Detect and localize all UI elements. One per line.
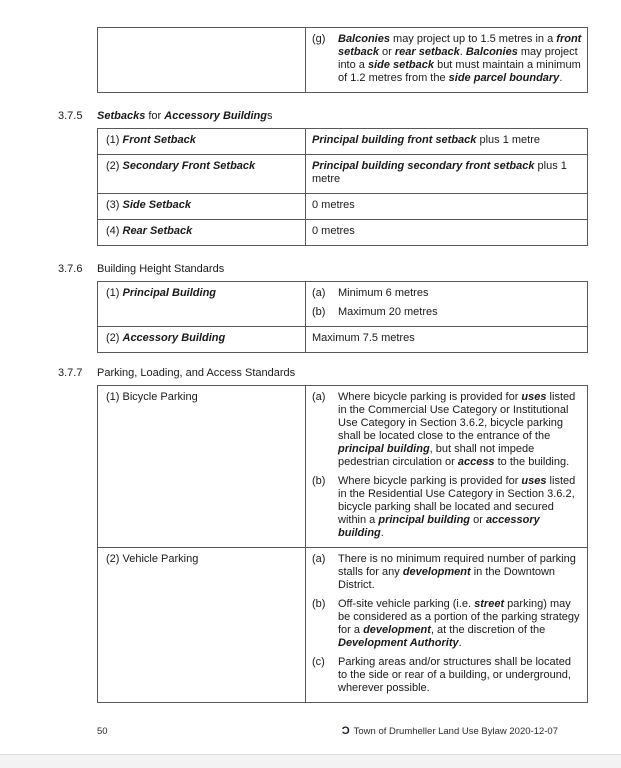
item-label: (b) — [312, 306, 326, 318]
table-row — [98, 282, 588, 327]
page-edge-strip — [0, 754, 621, 768]
table-cell-value: Principal building secondary front setback plus 1 metre — [306, 155, 588, 194]
section-heading-3-7-6 — [58, 263, 621, 276]
item-label: (b) — [312, 598, 326, 610]
item-label: (a) — [312, 553, 326, 565]
item-text: Off-site vehicle parking (i.e. street parking) may be considered as a portion of the parking strategy for a development, at the discretion of the Development Authority. — [338, 598, 580, 649]
table-row — [98, 194, 588, 220]
footer-text: Town of Drumheller Land Use Bylaw 2020-12-07 — [353, 726, 558, 737]
page-footer — [97, 726, 558, 737]
section-number: 3.7.7 — [58, 367, 83, 379]
clause-item — [312, 475, 582, 540]
table-cell-value — [306, 282, 588, 327]
clause-item — [312, 287, 582, 300]
item-label: (c) — [312, 656, 325, 668]
table-cell-label: (2) Vehicle Parking — [98, 548, 306, 703]
section-title: Setbacks for Accessory Buildings — [97, 110, 273, 122]
table-cell-value: 0 metres — [306, 220, 588, 246]
balcony-projection-table — [97, 27, 588, 93]
table-cell-value — [306, 28, 588, 93]
section-number: 3.7.5 — [58, 110, 83, 122]
table-cell-label: (1) Front Setback — [98, 129, 306, 155]
page-number: 50 — [97, 726, 108, 737]
table-row — [98, 155, 588, 194]
table-row — [98, 220, 588, 246]
table-row — [98, 129, 588, 155]
table-row — [98, 386, 588, 548]
clause-item — [312, 306, 582, 319]
item-text: There is no minimum required number of parking stalls for any development in the Downtown District. — [338, 553, 576, 591]
table-cell-value: 0 metres — [306, 194, 588, 220]
clause-item — [312, 33, 582, 85]
section-title: Building Height Standards — [97, 263, 225, 275]
section-title: Parking, Loading, and Access Standards — [97, 367, 296, 379]
section-number: 3.7.6 — [58, 263, 83, 275]
clause-item — [312, 598, 582, 650]
table-cell-value: Maximum 7.5 metres — [306, 327, 588, 353]
building-height-table — [97, 281, 588, 353]
table-row — [98, 28, 588, 93]
item-text: Minimum 6 metres — [338, 287, 429, 299]
item-text: Balconies may project up to 1.5 metres in a front setback or rear setback. Balconies may project into a side setback but must maintain a minimum of 1.2 metres from the side parcel boundary. — [338, 33, 582, 84]
clause-item — [312, 553, 582, 592]
footer-brand — [342, 726, 558, 737]
item-label: (a) — [312, 287, 326, 299]
item-label: (g) — [312, 33, 326, 45]
table-cell-label: (2) Accessory Building — [98, 327, 306, 353]
item-text: Where bicycle parking is provided for uses listed in the Residential Use Category in Section 3.6.2, bicycle parking shall be located and secured within a principal building or accessory building. — [338, 475, 576, 539]
item-text: Parking areas and/or structures shall be located to the side or rear of a building, or underground, wherever possible. — [338, 656, 571, 694]
parking-standards-table — [97, 385, 588, 703]
table-row — [98, 548, 588, 703]
table-cell-value — [306, 386, 588, 548]
item-text: Maximum 20 metres — [338, 306, 438, 318]
item-label: (b) — [312, 475, 326, 487]
clause-item — [312, 391, 582, 469]
drumheller-logo-icon: Ɔ — [341, 725, 350, 737]
table-cell-empty — [98, 28, 306, 93]
accessory-setbacks-table — [97, 128, 588, 246]
item-label: (a) — [312, 391, 326, 403]
item-text: Where bicycle parking is provided for uses listed in the Commercial Use Category or Institutional Use Category in Section 3.6.2, bicycle parking shall be located close to the entrance of the principal building, but shall not impede pedestrian circulation or access to the building. — [338, 391, 576, 468]
table-cell-value: Principal building front setback plus 1 metre — [306, 129, 588, 155]
table-row — [98, 327, 588, 353]
section-heading-3-7-5 — [58, 110, 621, 123]
section-heading-3-7-7 — [58, 367, 621, 380]
table-cell-label: (3) Side Setback — [98, 194, 306, 220]
table-cell-value — [306, 548, 588, 703]
table-cell-label: (4) Rear Setback — [98, 220, 306, 246]
table-cell-label: (2) Secondary Front Setback — [98, 155, 306, 194]
clause-item — [312, 656, 582, 695]
table-cell-label: (1) Bicycle Parking — [98, 386, 306, 548]
table-cell-label: (1) Principal Building — [98, 282, 306, 327]
